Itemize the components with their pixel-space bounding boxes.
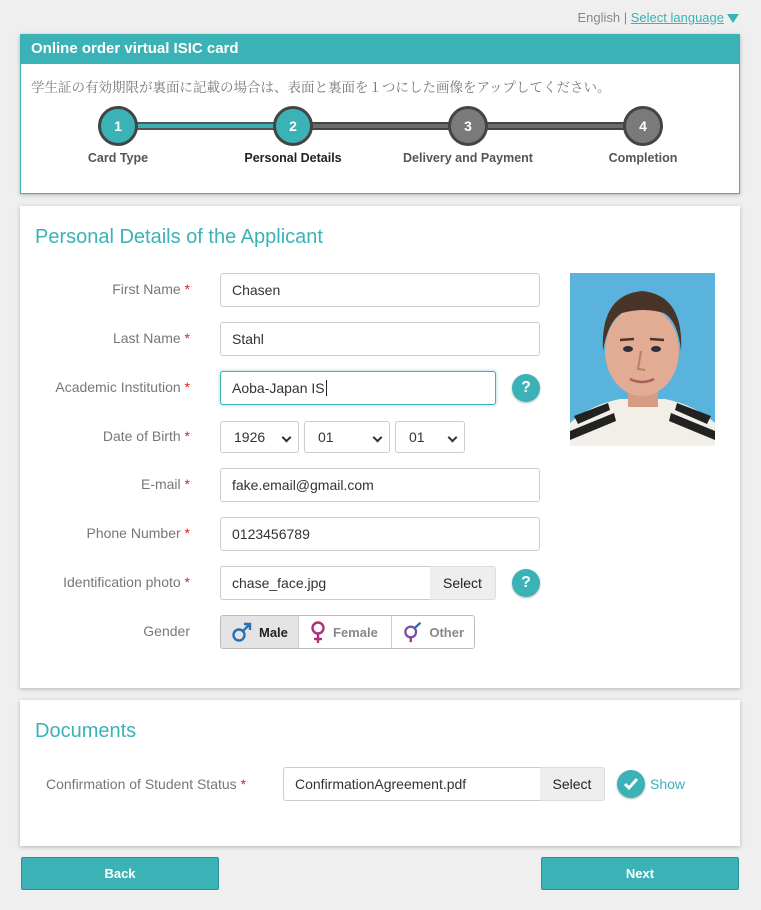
last-name-label: Last Name * <box>112 330 190 346</box>
order-header-card <box>20 34 740 194</box>
phone-number-input[interactable]: 0123456789 <box>220 517 540 551</box>
identification-photo-filename[interactable]: chase_face.jpg <box>220 566 431 600</box>
back-button[interactable]: Back <box>21 857 219 890</box>
step-4-circle: 4 <box>623 106 663 146</box>
applicant-portrait <box>570 273 715 446</box>
upload-notice: 学生証の有効期限が裏面に記載の場合は、表面と裏面を１つにした画像をアップしてください。 <box>31 80 611 95</box>
female-symbol-icon <box>309 620 327 644</box>
step-1-circle: 1 <box>98 106 138 146</box>
academic-institution-input[interactable]: Aoba-Japan IS <box>220 371 496 405</box>
phone-number-label: Phone Number * <box>86 525 190 541</box>
language-bar <box>577 10 739 25</box>
chevron-down-icon <box>282 433 292 443</box>
progress-stepper <box>21 106 741 176</box>
select-language-link[interactable]: Select language <box>630 10 724 25</box>
gender-other-option[interactable]: Other <box>392 616 474 648</box>
academic-institution-label: Academic Institution * <box>55 379 190 395</box>
personal-details-title: Personal Details of the Applicant <box>35 226 323 248</box>
first-name-input[interactable]: Chasen <box>220 273 540 307</box>
personal-details-card <box>20 206 740 688</box>
gender-label: Gender <box>143 623 190 639</box>
male-symbol-icon <box>231 621 253 643</box>
step-2-circle: 2 <box>273 106 313 146</box>
caret-down-icon[interactable] <box>727 14 739 23</box>
show-document-label: Show <box>650 776 686 792</box>
documents-title: Documents <box>35 720 137 742</box>
step-3-circle: 3 <box>448 106 488 146</box>
gender-male-option[interactable]: Male <box>221 616 299 648</box>
step-4-label: Completion <box>608 151 678 165</box>
email-label: E-mail * <box>140 476 190 492</box>
applicant-photo-preview <box>570 273 715 446</box>
step-1-label: Card Type <box>87 151 149 165</box>
other-gender-symbol-icon <box>402 621 423 643</box>
last-name-input[interactable]: Stahl <box>220 322 540 356</box>
date-of-birth-label: Date of Birth * <box>102 428 190 444</box>
page-title: Online order virtual ISIC card <box>21 34 739 64</box>
gender-toggle-group <box>220 615 475 649</box>
progress-track-completed <box>118 122 293 130</box>
birth-day-select[interactable]: 01 <box>395 421 465 453</box>
documents-card <box>20 700 740 846</box>
next-button[interactable]: Next <box>541 857 739 890</box>
step-3-label: Delivery and Payment <box>403 151 533 165</box>
photo-select-button[interactable]: Select <box>430 566 496 600</box>
step-2-label: Personal Details <box>244 151 342 165</box>
birth-month-select[interactable]: 01 <box>304 421 390 453</box>
text-cursor <box>326 380 327 396</box>
checkmark-icon <box>617 770 645 798</box>
chevron-down-icon <box>448 433 458 443</box>
institution-help-icon[interactable]: ? <box>512 374 540 402</box>
document-select-button[interactable]: Select <box>540 767 605 801</box>
current-language: English | <box>577 10 628 25</box>
student-status-label: Confirmation of Student Status * <box>46 776 247 792</box>
show-document-button[interactable] <box>617 770 685 798</box>
first-name-label: First Name * <box>112 281 190 297</box>
chevron-down-icon <box>373 433 383 443</box>
gender-female-option[interactable]: Female <box>299 616 392 648</box>
student-status-filename[interactable]: ConfirmationAgreement.pdf <box>283 767 541 801</box>
birth-year-select[interactable]: 1926 <box>220 421 299 453</box>
identification-photo-label: Identification photo * <box>63 574 190 590</box>
email-input[interactable]: fake.email@gmail.com <box>220 468 540 502</box>
photo-help-icon[interactable]: ? <box>512 569 540 597</box>
